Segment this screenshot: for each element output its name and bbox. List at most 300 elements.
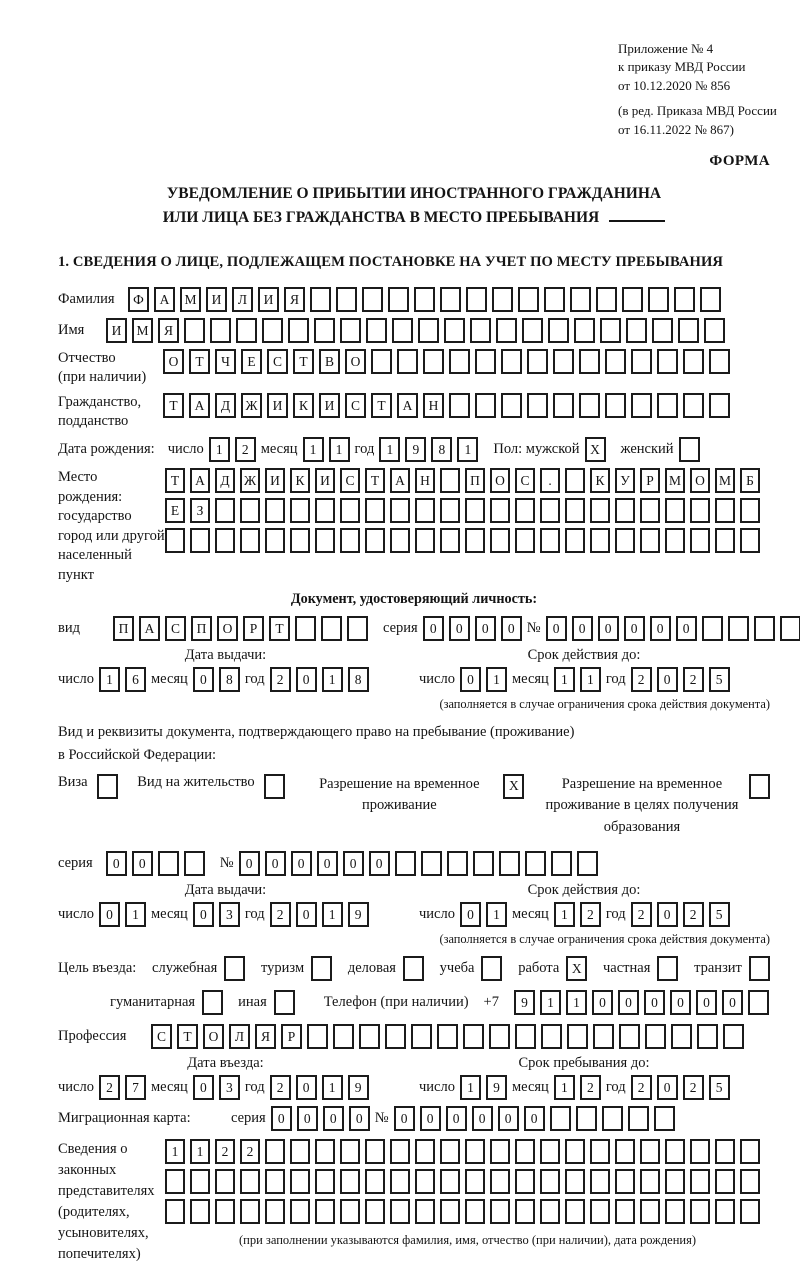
month-label: месяц — [150, 671, 188, 688]
purpose-business — [348, 956, 424, 981]
representatives-label-line: попечителях) — [58, 1245, 141, 1262]
char-cell — [365, 498, 385, 523]
char-cell: 0 — [317, 851, 338, 876]
char-cell — [347, 616, 368, 641]
surname-cells — [128, 287, 721, 312]
char-cell — [590, 1199, 610, 1224]
title-blank-underline — [609, 220, 665, 222]
stay-month-cells — [554, 1075, 601, 1100]
char-cell: 1 — [554, 667, 575, 692]
year-label: год — [605, 671, 626, 688]
purpose-humanitarian-label: гуманитарная — [110, 993, 196, 1010]
char-cell: 1 — [580, 667, 601, 692]
char-cell — [336, 287, 357, 312]
birthplace-label-line: город или другой — [58, 527, 165, 544]
char-cell — [628, 1106, 649, 1131]
char-cell — [215, 1169, 235, 1194]
option-temp-residence-checkbox: X — [503, 774, 524, 799]
doc-issue-day-cells — [99, 667, 146, 692]
char-cell — [490, 1169, 510, 1194]
purpose-work-label: работа — [518, 959, 560, 976]
char-cell — [397, 349, 418, 374]
char-cell — [288, 318, 309, 343]
char-cell — [321, 616, 342, 641]
char-cell — [475, 393, 496, 418]
char-cell — [704, 318, 725, 343]
purpose-other — [238, 990, 295, 1015]
entry-date-header: Дата въезда: — [187, 1054, 264, 1071]
char-cell: О — [490, 468, 510, 493]
char-cell — [415, 1169, 435, 1194]
char-cell: 0 — [343, 851, 364, 876]
citizenship-cells — [163, 393, 730, 418]
birth-year-cells — [379, 437, 478, 462]
residence-doc-options — [58, 774, 770, 839]
char-cell — [590, 1139, 610, 1164]
sex-female-label: женский — [620, 441, 674, 458]
char-cell — [390, 1169, 410, 1194]
char-cell — [565, 528, 585, 553]
option-temp-residence-education-checkbox — [749, 774, 770, 799]
expiry-date-header: Срок действия до: — [527, 881, 641, 898]
purpose-tourism — [261, 956, 332, 981]
char-cell — [475, 349, 496, 374]
char-cell — [240, 1199, 260, 1224]
char-cell: 2 — [683, 1075, 704, 1100]
char-cell — [648, 287, 669, 312]
purpose-humanitarian-checkbox — [202, 990, 223, 1015]
char-cell: М — [715, 468, 735, 493]
char-cell — [414, 287, 435, 312]
char-cell — [740, 1199, 760, 1224]
appendix-block — [618, 40, 777, 139]
citizenship-label-line2: подданство — [58, 413, 129, 430]
char-cell: 1 — [125, 902, 146, 927]
char-cell — [290, 1169, 310, 1194]
month-label: месяц — [511, 671, 549, 688]
doc-number-cells — [546, 616, 800, 641]
char-cell: 0 — [369, 851, 390, 876]
birthplace-rows — [165, 468, 760, 585]
representatives-cells-row2 — [165, 1169, 760, 1194]
char-cell: С — [345, 393, 366, 418]
char-cell: 0 — [297, 1106, 318, 1131]
char-cell — [490, 1139, 510, 1164]
surname-row — [58, 287, 770, 312]
char-cell: П — [465, 468, 485, 493]
purpose-tourism-checkbox — [311, 956, 332, 981]
permit-series-label: серия — [58, 854, 93, 871]
char-cell: 3 — [219, 902, 240, 927]
char-cell: 2 — [631, 667, 652, 692]
option-temp-residence — [304, 774, 524, 818]
identity-doc-dates-row — [58, 667, 770, 692]
mc-number-label: № — [374, 1109, 389, 1126]
char-cell: И — [267, 393, 288, 418]
char-cell — [295, 616, 316, 641]
expiry-date-header: Срок действия до: — [527, 647, 641, 664]
section1-heading: 1. СВЕДЕНИЯ О ЛИЦЕ, ПОДЛЕЖАЩЕМ ПОСТАНОВКЕ НА УЧЕТ ПО МЕСТУ ПРЕБЫВАНИЯ — [58, 254, 724, 271]
char-cell: 2 — [270, 1075, 291, 1100]
birthplace-cells-row2 — [165, 498, 760, 523]
char-cell: 1 — [99, 667, 120, 692]
surname-label: Фамилия — [58, 291, 115, 308]
day-label: число — [58, 1078, 94, 1095]
profession-row — [58, 1024, 770, 1049]
char-cell — [715, 1199, 735, 1224]
mc-series-cells — [271, 1106, 370, 1131]
char-cell — [674, 287, 695, 312]
char-cell — [307, 1024, 328, 1049]
entry-dates-row — [58, 1075, 770, 1100]
birthplace-cells-row1 — [165, 468, 760, 493]
char-cell — [365, 1169, 385, 1194]
char-cell — [390, 1139, 410, 1164]
char-cell: О — [163, 349, 184, 374]
char-cell — [654, 1106, 675, 1131]
doc-series-cells — [423, 616, 522, 641]
purpose-official — [152, 956, 245, 981]
char-cell: 0 — [106, 851, 127, 876]
day-label: число — [58, 671, 94, 688]
char-cell — [315, 528, 335, 553]
char-cell: 9 — [405, 437, 426, 462]
char-cell: 1 — [379, 437, 400, 462]
char-cell — [540, 1169, 560, 1194]
issue-date-header: Дата выдачи: — [184, 647, 267, 664]
char-cell: 2 — [631, 902, 652, 927]
entry-year-cells — [270, 1075, 369, 1100]
char-cell — [265, 528, 285, 553]
char-cell: 2 — [683, 667, 704, 692]
char-cell — [499, 851, 520, 876]
char-cell: 2 — [580, 902, 601, 927]
char-cell — [715, 528, 735, 553]
char-cell — [631, 349, 652, 374]
revision-line: от 16.11.2022 № 867) — [618, 121, 735, 137]
char-cell — [437, 1024, 458, 1049]
char-cell: 0 — [546, 616, 567, 641]
char-cell — [240, 498, 260, 523]
char-cell — [652, 318, 673, 343]
firstname-label: Имя — [58, 322, 85, 339]
char-cell — [290, 1139, 310, 1164]
permit-expiry-day-cells — [460, 902, 507, 927]
char-cell — [540, 1199, 560, 1224]
birth-day-cells — [209, 437, 256, 462]
char-cell — [465, 528, 485, 553]
char-cell — [615, 1139, 635, 1164]
purpose-transit-label: транзит — [694, 959, 742, 976]
phone-cells — [514, 990, 769, 1015]
char-cell: 0 — [193, 667, 214, 692]
char-cell — [440, 1169, 460, 1194]
char-cell: 1 — [322, 1075, 343, 1100]
doc-number-label: № — [526, 620, 541, 637]
char-cell — [567, 1024, 588, 1049]
char-cell — [700, 287, 721, 312]
purpose-humanitarian — [110, 990, 223, 1015]
year-label: год — [244, 1078, 265, 1095]
year-label: год — [244, 671, 265, 688]
char-cell: Л — [229, 1024, 250, 1049]
char-cell: Р — [281, 1024, 302, 1049]
char-cell: 1 — [322, 667, 343, 692]
char-cell — [515, 1199, 535, 1224]
char-cell: 3 — [219, 1075, 240, 1100]
purpose-other-checkbox — [274, 990, 295, 1015]
char-cell — [415, 1139, 435, 1164]
migration-card-label: Миграционная карта: — [58, 1109, 191, 1126]
char-cell: 9 — [348, 902, 369, 927]
day-label: число — [419, 1078, 455, 1095]
char-cell: Ж — [240, 468, 260, 493]
char-cell: 0 — [296, 667, 317, 692]
char-cell — [678, 318, 699, 343]
char-cell — [565, 498, 585, 523]
char-cell: Т — [365, 468, 385, 493]
sex-male-label: Пол: мужской — [493, 441, 580, 458]
option-residence-permit-label: Вид на жительство — [137, 773, 255, 790]
char-cell — [421, 851, 442, 876]
char-cell — [631, 393, 652, 418]
char-cell: 8 — [431, 437, 452, 462]
char-cell: И — [315, 468, 335, 493]
char-cell: А — [189, 393, 210, 418]
purpose-private-label: частная — [603, 959, 651, 976]
char-cell: Ж — [241, 393, 262, 418]
char-cell: 0 — [618, 990, 639, 1015]
char-cell — [262, 318, 283, 343]
representatives-cells-row3 — [165, 1199, 760, 1224]
char-cell: 0 — [657, 902, 678, 927]
char-cell — [544, 287, 565, 312]
char-cell: 0 — [446, 1106, 467, 1131]
purpose-study-label: учеба — [439, 959, 475, 976]
char-cell: А — [139, 616, 160, 641]
residence-doc-intro-line2: в Российской Федерации: — [58, 747, 217, 764]
char-cell: 0 — [296, 1075, 317, 1100]
form-label: ФОРМА — [709, 153, 770, 170]
char-cell — [615, 498, 635, 523]
char-cell: 0 — [460, 667, 481, 692]
stay-day-cells — [460, 1075, 507, 1100]
representatives-cells-row1 — [165, 1139, 760, 1164]
char-cell: 0 — [624, 616, 645, 641]
representatives-label-line: законных — [58, 1161, 117, 1178]
day-label: число — [58, 905, 94, 922]
char-cell: 1 — [303, 437, 324, 462]
char-cell: 0 — [323, 1106, 344, 1131]
char-cell: А — [154, 287, 175, 312]
sex-male-checkbox: X — [585, 437, 606, 462]
patronymic-label-line1: Отчество — [58, 350, 116, 367]
char-cell — [190, 528, 210, 553]
char-cell: С — [267, 349, 288, 374]
month-label: месяц — [150, 1078, 188, 1095]
char-cell — [541, 1024, 562, 1049]
option-visa-label: Виза — [58, 773, 88, 790]
char-cell — [702, 616, 723, 641]
char-cell — [740, 1139, 760, 1164]
residence-doc-series-row — [58, 851, 770, 876]
char-cell — [596, 287, 617, 312]
option-temp-residence-education — [544, 774, 770, 839]
char-cell — [184, 318, 205, 343]
char-cell — [265, 1199, 285, 1224]
char-cell: 0 — [349, 1106, 370, 1131]
char-cell — [392, 318, 413, 343]
representatives-rows — [165, 1139, 760, 1265]
char-cell — [240, 1169, 260, 1194]
char-cell: Я — [158, 318, 179, 343]
char-cell: 2 — [580, 1075, 601, 1100]
char-cell — [315, 1139, 335, 1164]
doc-expiry-day-cells — [460, 667, 507, 692]
char-cell: С — [151, 1024, 172, 1049]
permit-number-label: № — [219, 854, 234, 871]
char-cell: 0 — [670, 990, 691, 1015]
char-cell: 1 — [554, 1075, 575, 1100]
char-cell — [518, 287, 539, 312]
char-cell — [340, 318, 361, 343]
char-cell: 1 — [457, 437, 478, 462]
char-cell — [690, 1199, 710, 1224]
identity-doc-row — [58, 616, 770, 641]
char-cell — [697, 1024, 718, 1049]
char-cell — [527, 349, 548, 374]
char-cell — [565, 1139, 585, 1164]
char-cell — [709, 393, 730, 418]
purpose-other-label: иная — [238, 993, 267, 1010]
char-cell: Д — [215, 468, 235, 493]
birthplace-label-line: Место рождения: — [58, 469, 123, 505]
char-cell — [165, 1169, 185, 1194]
char-cell — [418, 318, 439, 343]
year-label: год — [605, 1078, 626, 1095]
char-cell: Т — [165, 468, 185, 493]
char-cell — [640, 1199, 660, 1224]
char-cell — [390, 498, 410, 523]
char-cell — [236, 318, 257, 343]
appendix-line: к приказу МВД России — [618, 59, 746, 75]
char-cell — [615, 528, 635, 553]
char-cell — [465, 498, 485, 523]
patronymic-cells — [163, 349, 730, 374]
char-cell: З — [190, 498, 210, 523]
char-cell: 0 — [271, 1106, 292, 1131]
char-cell — [640, 1169, 660, 1194]
char-cell: 5 — [709, 667, 730, 692]
char-cell: Т — [189, 349, 210, 374]
visit-purpose-row1 — [58, 956, 770, 981]
entry-month-cells — [193, 1075, 240, 1100]
char-cell — [290, 498, 310, 523]
permit-expiry-year-cells — [631, 902, 730, 927]
phone-label: Телефон (при наличии) — [323, 993, 469, 1010]
migration-card-row — [58, 1106, 770, 1131]
char-cell — [290, 528, 310, 553]
char-cell — [576, 1106, 597, 1131]
appendix-line: Приложение № 4 — [618, 41, 714, 56]
char-cell: 0 — [696, 990, 717, 1015]
char-cell: Н — [415, 468, 435, 493]
char-cell: 0 — [592, 990, 613, 1015]
char-cell — [657, 349, 678, 374]
char-cell — [590, 528, 610, 553]
purpose-work — [518, 956, 587, 981]
representatives-note: (при заполнении указываются фамилия, имя, отчество (при наличии), дата рождения) — [238, 1232, 697, 1247]
char-cell — [440, 528, 460, 553]
char-cell — [548, 318, 569, 343]
month-label: месяц — [511, 1078, 549, 1095]
profession-cells — [151, 1024, 744, 1049]
char-cell: Е — [241, 349, 262, 374]
char-cell — [605, 349, 626, 374]
char-cell: С — [515, 468, 535, 493]
char-cell — [340, 528, 360, 553]
char-cell — [780, 616, 800, 641]
char-cell: . — [540, 468, 560, 493]
char-cell: А — [397, 393, 418, 418]
char-cell — [690, 1169, 710, 1194]
char-cell — [365, 1199, 385, 1224]
char-cell: И — [319, 393, 340, 418]
phone-prefix: +7 — [483, 993, 499, 1010]
char-cell — [602, 1106, 623, 1131]
char-cell: О — [690, 468, 710, 493]
char-cell: С — [340, 468, 360, 493]
char-cell — [522, 318, 543, 343]
mc-number-cells — [394, 1106, 675, 1131]
char-cell: М — [180, 287, 201, 312]
stay-until-header: Срок пребывания до: — [518, 1054, 650, 1071]
char-cell: 2 — [99, 1075, 120, 1100]
char-cell: 2 — [631, 1075, 652, 1100]
char-cell — [590, 1169, 610, 1194]
purpose-transit-checkbox — [749, 956, 770, 981]
char-cell: С — [165, 616, 186, 641]
option-temp-residence-label: Разрешение на временное проживание — [319, 775, 480, 814]
char-cell — [683, 393, 704, 418]
char-cell — [365, 1139, 385, 1164]
representatives-label-line: Сведения о — [58, 1140, 128, 1157]
char-cell: 0 — [722, 990, 743, 1015]
char-cell — [626, 318, 647, 343]
char-cell — [615, 1199, 635, 1224]
char-cell: 0 — [193, 1075, 214, 1100]
char-cell: Н — [423, 393, 444, 418]
char-cell — [190, 1169, 210, 1194]
mc-series-label: серия — [231, 1109, 266, 1126]
char-cell — [540, 498, 560, 523]
char-cell — [415, 1199, 435, 1224]
char-cell: 8 — [219, 667, 240, 692]
char-cell — [579, 349, 600, 374]
patronymic-label-line2: (при наличии) — [58, 369, 147, 386]
char-cell: И — [265, 468, 285, 493]
char-cell — [390, 1199, 410, 1224]
citizenship-row — [58, 393, 770, 431]
option-visa-checkbox — [97, 774, 118, 799]
char-cell: 5 — [709, 902, 730, 927]
expiry-note: (заполняется в случае ограничения срока действия документа) — [439, 931, 770, 946]
representatives-block — [58, 1139, 770, 1265]
char-cell: 1 — [540, 990, 561, 1015]
citizenship-label — [58, 393, 163, 431]
char-cell — [492, 287, 513, 312]
char-cell: 1 — [460, 1075, 481, 1100]
